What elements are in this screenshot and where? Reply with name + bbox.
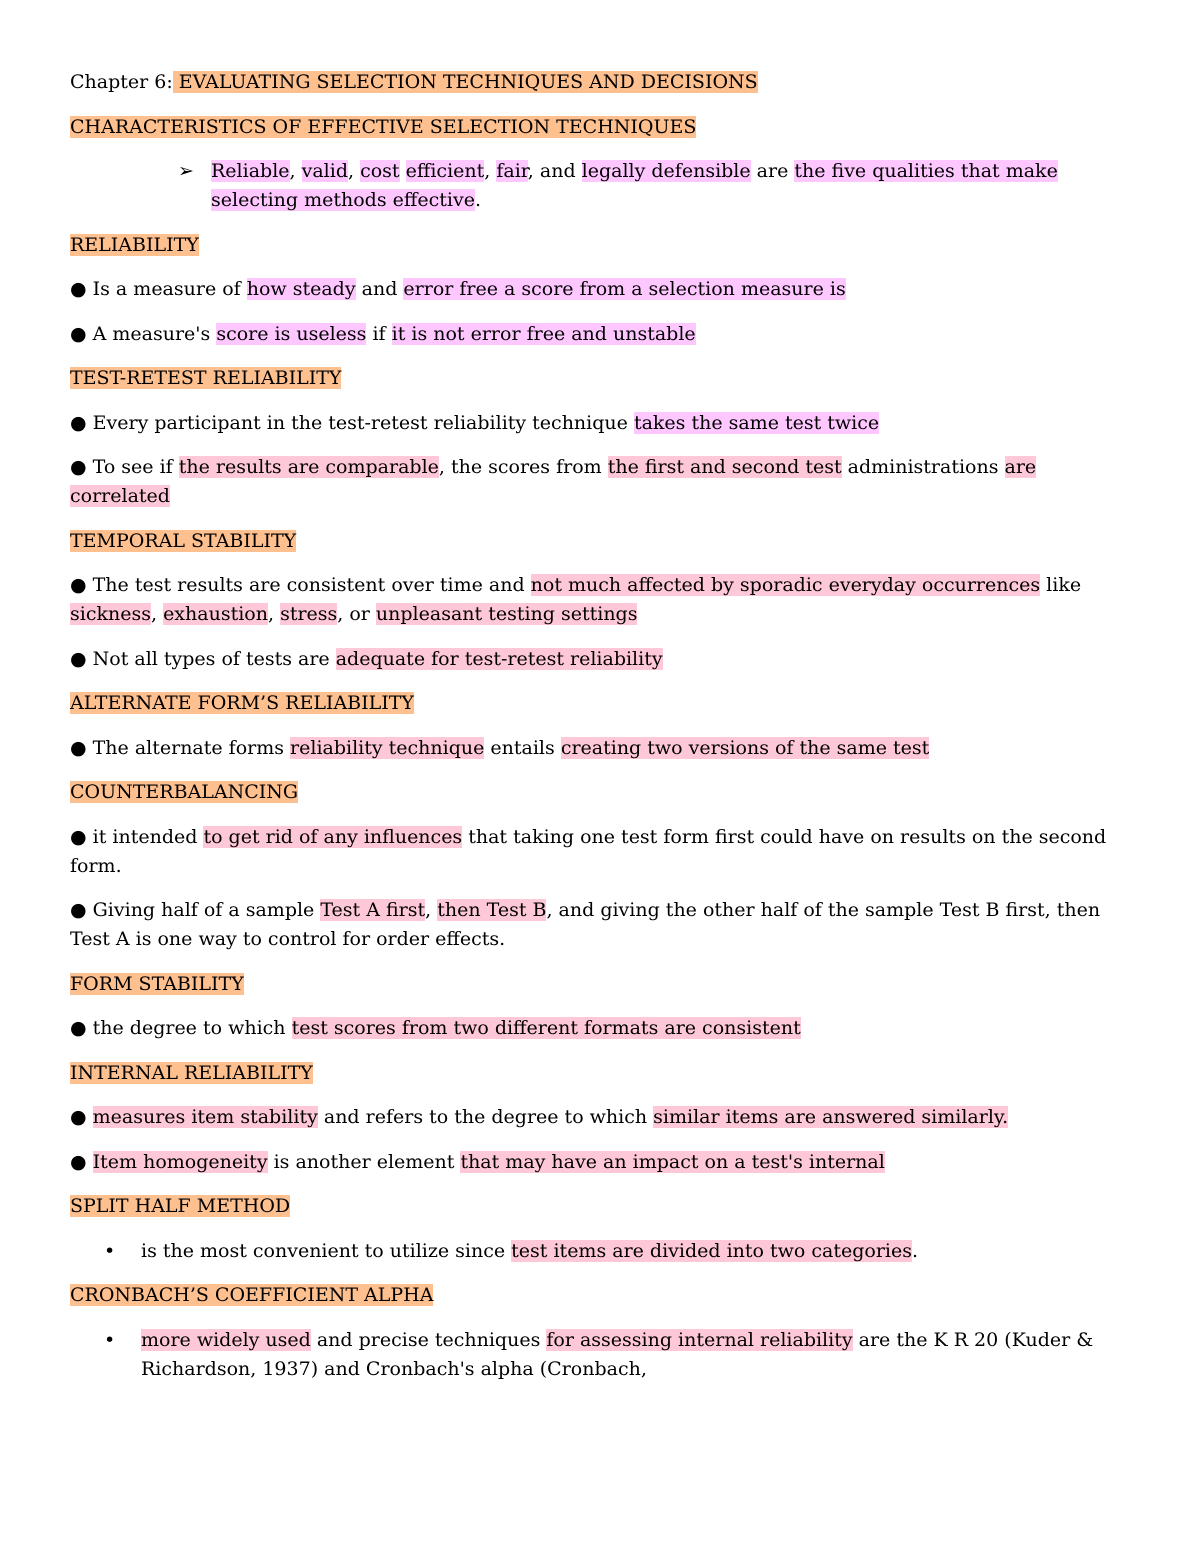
highlighted-text: ALTERNATE FORM’S RELIABILITY [70,692,414,714]
highlighted-text: not much affected by sporadic everyday occurrences [530,574,1041,596]
bullet-dot-icon: ● [70,899,87,921]
body-text: The alternate forms [86,736,291,759]
body-text: , and giving the other half of the sample Test B first, then Test A is one way to control for order effects. [70,899,1101,950]
body-text [400,160,406,182]
highlighted-text: how steady [246,278,356,300]
highlighted-text: test scores from two different formats are consistent [291,1017,801,1039]
highlighted-text: to get rid of any influences [203,825,463,848]
body-text: entails [484,736,561,759]
body-text [87,1151,93,1173]
highlighted-text: FORM STABILITY [70,972,244,995]
highlighted-text: unpleasant testing settings [375,603,638,625]
body-text: and refers to the degree to which [317,1106,654,1128]
highlighted-text: the five qualities that make selecting methods effective [211,160,1058,211]
highlighted-text: more widely used [141,1328,311,1351]
highlighted-text: similar items are answered similarly. [653,1106,1009,1128]
body-text: , or [337,603,376,625]
section-heading [70,1281,1132,1310]
body-text: , and [527,160,582,182]
section-heading [70,689,1132,718]
section-heading [70,1059,1132,1088]
highlighted-text: the first and second test [607,456,842,478]
highlighted-text: test items are divided into two categories [511,1239,912,1262]
highlighted-text: INTERNAL RELIABILITY [70,1061,313,1084]
body-text: if [366,322,392,345]
disc-bullet-icon: • [104,1239,116,1262]
highlighted-text: valid [301,160,348,182]
highlighted-text: stress [280,603,338,625]
highlighted-text: EVALUATING SELECTION TECHNIQUES AND DECISIONS [172,71,758,93]
body-text: , [484,160,497,182]
highlighted-text: creating two versions of the same test [560,736,930,759]
body-text: that taking one test form first could have on results on the second form. [70,825,1107,877]
highlighted-text: that may have an impact on a test's internal [460,1150,885,1173]
bullet-dot-icon: ● [70,825,87,848]
section-heading [70,113,1132,142]
body-text: and [355,278,404,300]
bullet-paragraph [70,320,1132,349]
highlighted-text: then Test B [437,899,547,921]
bullet-paragraph [70,1103,1132,1132]
body-text: it intended [86,825,204,848]
body-text: and precise techniques [310,1328,547,1351]
highlighted-text: exhaustion [163,603,268,625]
bullet-dot-icon: ● [70,278,87,300]
section-heading [70,778,1132,807]
highlighted-text: are correlated [70,456,1037,507]
body-text: , the scores from [438,456,608,478]
body-text: Is a measure of [86,278,247,300]
body-text: like [1040,574,1082,596]
highlighted-text: adequate for test-retest reliability [335,647,663,670]
body-text: The test results are consistent over time and [86,574,531,596]
highlighted-text: fair [496,160,528,182]
bullet-paragraph [70,275,1132,304]
bullet-dot-icon: ● [70,456,87,478]
body-text: . [474,189,481,211]
highlighted-text: CHARACTERISTICS OF EFFECTIVE SELECTION TECHNIQUES [70,115,697,138]
bullet-paragraph [70,1014,1132,1043]
bullet-dot-icon: ● [70,1150,87,1173]
bullet-list-item [70,1326,1132,1384]
bullet-paragraph [70,645,1132,674]
section-heading [70,231,1132,260]
bullet-dot-icon: ● [70,322,87,345]
highlighted-text: COUNTERBALANCING [70,781,299,803]
body-text: , [425,899,438,921]
body-text: , [348,160,361,182]
section-heading [70,68,1132,97]
arrow-list-item [70,157,1132,215]
bullet-dot-icon: ● [70,647,87,670]
highlighted-text: for assessing internal reliability [546,1328,853,1351]
highlighted-text: Reliable [211,160,290,182]
body-text: , [289,160,302,182]
bullet-paragraph [70,1148,1132,1177]
bullet-list-item [70,1237,1132,1266]
section-heading [70,1192,1132,1221]
highlighted-text: the results are comparable [178,456,439,478]
bullet-paragraph [70,734,1132,763]
highlighted-text: CRONBACH’S COEFFICIENT ALPHA [70,1284,434,1306]
highlighted-text: SPLIT HALF METHOD [70,1195,291,1217]
arrow-bullet-icon: ➢ [178,160,194,182]
body-text: Not all types of tests are [86,647,336,670]
bullet-paragraph [70,896,1132,954]
highlighted-text: sickness [70,603,151,625]
body-text: A measure's [86,322,217,345]
body-text: To see if [86,456,179,478]
highlighted-text: measures item stability [92,1106,318,1128]
body-text: administrations [841,456,1005,478]
bullet-paragraph [70,409,1132,438]
body-text: , [267,603,281,625]
highlighted-text: score is useless [216,322,367,345]
disc-bullet-icon: • [104,1328,116,1351]
bullet-dot-icon: ● [70,1106,87,1128]
body-text: is another element [267,1150,461,1173]
bullet-dot-icon: ● [70,736,87,759]
bullet-paragraph [70,571,1132,629]
highlighted-text: Item homogeneity [92,1150,268,1173]
body-text: . [912,1239,919,1262]
highlighted-text: reliability technique [290,736,485,759]
body-text [87,1106,93,1128]
section-heading [70,970,1132,999]
document-page [70,68,1132,1399]
body-text: are the K R 20 (Kuder & Richardson, 1937) and Cronbach's alpha (Cronbach, [141,1328,1094,1380]
highlighted-text: it is not error free and unstable [391,322,696,345]
highlighted-text: efficient [405,160,485,182]
highlighted-text: error free a score from a selection measure is [403,278,846,300]
highlighted-text: TEMPORAL STABILITY [70,529,297,552]
highlighted-text: TEST-RETEST RELIABILITY [70,367,342,389]
body-text: Chapter 6: [70,71,173,93]
highlighted-text: Test A first [320,899,426,921]
bullet-dot-icon: ● [70,574,87,596]
bullet-dot-icon: ● [70,1017,87,1039]
body-text: are [750,160,795,182]
body-text: , [150,603,164,625]
highlighted-text: RELIABILITY [70,233,199,256]
body-text: the degree to which [86,1017,292,1039]
highlighted-text: legally defensible [581,160,751,182]
bullet-paragraph [70,823,1132,881]
highlighted-text: cost [360,160,400,182]
section-heading [70,364,1132,393]
section-heading [70,527,1132,556]
body-text: is the most convenient to utilize since [141,1239,512,1262]
bullet-paragraph [70,453,1132,511]
highlighted-text: takes the same test twice [633,411,880,434]
body-text: Giving half of a sample [86,899,321,921]
bullet-dot-icon: ● [70,411,87,434]
body-text: Every participant in the test-retest reliability technique [86,411,634,434]
